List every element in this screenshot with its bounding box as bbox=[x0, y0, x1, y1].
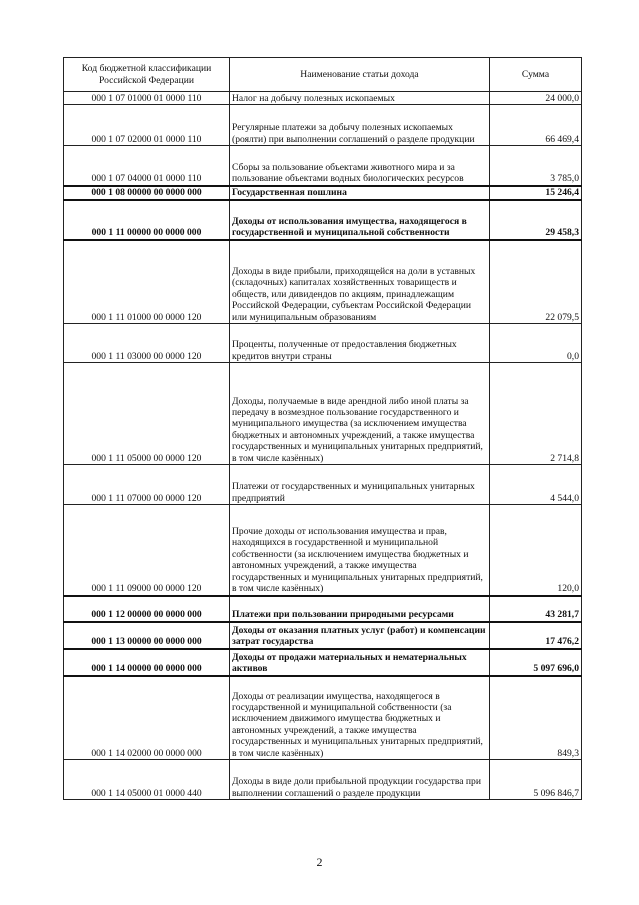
row-code: 000 1 07 04000 01 0000 110 bbox=[64, 146, 230, 186]
table-row bbox=[64, 146, 582, 186]
document-sheet bbox=[63, 57, 581, 800]
row-sum: 120,0 bbox=[490, 505, 582, 596]
header-name: Наименование статьи дохода bbox=[230, 58, 490, 92]
table-row bbox=[64, 92, 582, 105]
row-name: Доходы от продажи материальных и нематериальных активов bbox=[230, 649, 490, 676]
row-code: 000 1 14 05000 01 0000 440 bbox=[64, 760, 230, 800]
row-sum: 15 246,4 bbox=[490, 186, 582, 200]
row-name: Государственная пошлина bbox=[230, 186, 490, 200]
row-code: 000 1 07 02000 01 0000 110 bbox=[64, 105, 230, 146]
row-sum: 24 000,0 bbox=[490, 92, 582, 105]
row-name: Доходы, получаемые в виде арендной либо иной платы за передачу в возмездное пользование государственного и муниципального имущества (за исключением имущества бюджетных и автономных учреждений, а также имущества государственных и муниципальных унитарных предприятий, в том числе казённых) bbox=[230, 363, 490, 465]
table-row bbox=[64, 324, 582, 363]
row-name: Налог на добычу полезных ископаемых bbox=[230, 92, 490, 105]
row-name: Доходы от использования имущества, находящегося в государственной и муниципальной собственности bbox=[230, 200, 490, 240]
row-name: Доходы в виде доли прибыльной продукции государства при выполнении соглашений о разделе продукции bbox=[230, 760, 490, 800]
row-sum: 5 096 846,7 bbox=[490, 760, 582, 800]
row-code: 000 1 14 02000 00 0000 000 bbox=[64, 676, 230, 760]
table-row bbox=[64, 596, 582, 622]
row-sum: 29 458,3 bbox=[490, 200, 582, 240]
row-sum: 43 281,7 bbox=[490, 596, 582, 622]
row-name: Сборы за пользование объектами животного мира и за пользование объектами водных биологических ресурсов bbox=[230, 146, 490, 186]
table-row bbox=[64, 505, 582, 596]
table-row bbox=[64, 465, 582, 505]
table-row bbox=[64, 622, 582, 649]
table-row bbox=[64, 649, 582, 676]
table-row bbox=[64, 200, 582, 240]
row-code: 000 1 11 07000 00 0000 120 bbox=[64, 465, 230, 505]
table-row bbox=[64, 760, 582, 800]
revenue-table bbox=[63, 57, 582, 800]
row-sum: 17 476,2 bbox=[490, 622, 582, 649]
row-name: Доходы в виде прибыли, приходящейся на доли в уставных (складочных) капиталах хозяйственных товариществ и обществ, или дивидендов по акциям, принадлежащим Российской Федерации, субъектам Российской Федерации или муниципальным образованиям bbox=[230, 240, 490, 324]
row-sum: 2 714,8 bbox=[490, 363, 582, 465]
table-row bbox=[64, 363, 582, 465]
row-name: Доходы от реализации имущества, находящегося в государственной и муниципальной собственности (за исключением движимого имущества бюджетных и автономных учреждений, а также имущества государственных и муниципальных унитарных предприятий, в том числе казённых) bbox=[230, 676, 490, 760]
row-code: 000 1 08 00000 00 0000 000 bbox=[64, 186, 230, 200]
table-row bbox=[64, 186, 582, 200]
table-row bbox=[64, 105, 582, 146]
row-code: 000 1 07 01000 01 0000 110 bbox=[64, 92, 230, 105]
row-sum: 66 469,4 bbox=[490, 105, 582, 146]
row-code: 000 1 11 01000 00 0000 120 bbox=[64, 240, 230, 324]
row-sum: 3 785,0 bbox=[490, 146, 582, 186]
row-sum: 0,0 bbox=[490, 324, 582, 363]
row-code: 000 1 11 09000 00 0000 120 bbox=[64, 505, 230, 596]
header-sum: Сумма bbox=[490, 58, 582, 92]
row-name: Доходы от оказания платных услуг (работ) и компенсации затрат государства bbox=[230, 622, 490, 649]
row-name: Прочие доходы от использования имущества и прав, находящихся в государственной и муниципальной собственности (за исключением имущества бюджетных и автономных учреждений, а также имущества государственных и муниципальных унитарных предприятий, в том числе казённых) bbox=[230, 505, 490, 596]
row-code: 000 1 11 00000 00 0000 000 bbox=[64, 200, 230, 240]
row-sum: 22 079,5 bbox=[490, 240, 582, 324]
row-code: 000 1 11 05000 00 0000 120 bbox=[64, 363, 230, 465]
row-sum: 5 097 696,0 bbox=[490, 649, 582, 676]
table-row bbox=[64, 676, 582, 760]
row-sum: 849,3 bbox=[490, 676, 582, 760]
row-name: Платежи от государственных и муниципальных унитарных предприятий bbox=[230, 465, 490, 505]
header-code: Код бюджетной классификации Российской Федерации bbox=[64, 58, 230, 92]
row-name: Платежи при пользовании природными ресурсами bbox=[230, 596, 490, 622]
row-code: 000 1 14 00000 00 0000 000 bbox=[64, 649, 230, 676]
row-code: 000 1 13 00000 00 0000 000 bbox=[64, 622, 230, 649]
row-code: 000 1 11 03000 00 0000 120 bbox=[64, 324, 230, 363]
row-name: Регулярные платежи за добычу полезных ископаемых (роялти) при выполнении соглашений о разделе продукции bbox=[230, 105, 490, 146]
row-sum: 4 544,0 bbox=[490, 465, 582, 505]
row-code: 000 1 12 00000 00 0000 000 bbox=[64, 596, 230, 622]
table-row bbox=[64, 240, 582, 324]
table-header-row bbox=[64, 58, 582, 92]
row-name: Проценты, полученные от предоставления бюджетных кредитов внутри страны bbox=[230, 324, 490, 363]
page-number: 2 bbox=[316, 855, 323, 869]
